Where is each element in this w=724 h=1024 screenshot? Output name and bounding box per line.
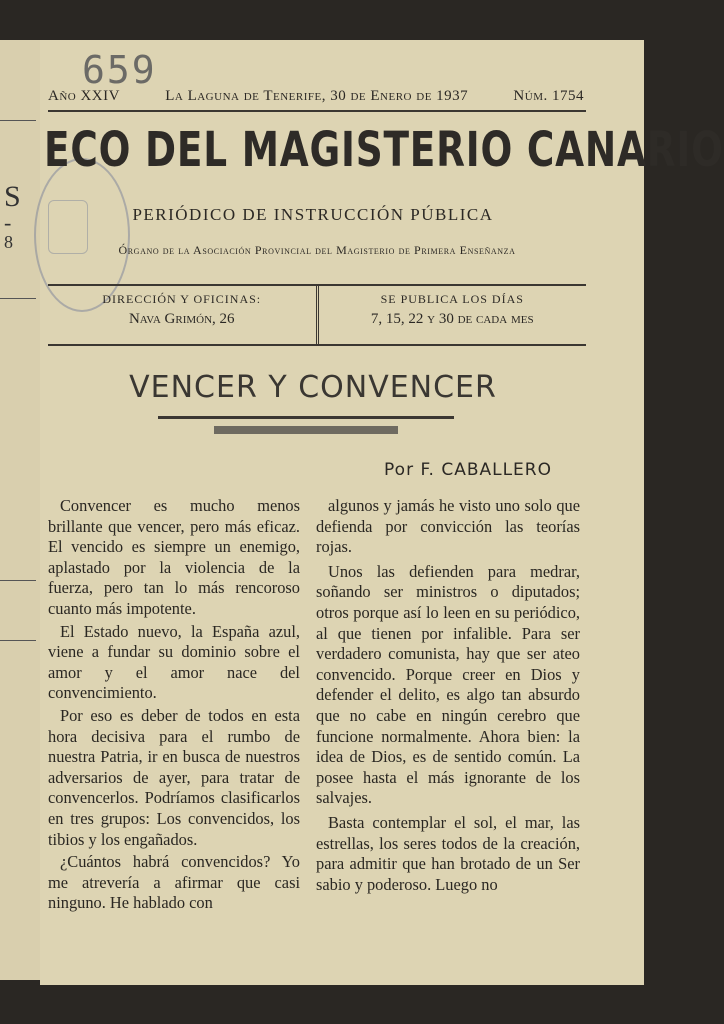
masthead-subtitle: PERIÓDICO DE INSTRUCCIÓN PÚBLICA bbox=[132, 205, 494, 224]
paragraph: Por eso es deber de todos en esta hora decisiva para el rumbo de nuestra Patria, ir en busca de nuestros adversarios de ayer, para tratar de convencerlos. Podríamos clasificarlos en tres grupos: Los convencidos, los tibios y los engañados. bbox=[48, 705, 300, 849]
dateline bbox=[48, 88, 584, 105]
masthead-title: ECO DEL MAGISTERIO CANARIO bbox=[44, 122, 724, 178]
paragraph: algunos y jamás he visto uno solo que defienda por convicción las teorías rojas. bbox=[316, 496, 580, 557]
schedule-value: 7, 15, 22 y 30 de cada mes bbox=[370, 311, 534, 327]
paragraph: Basta contemplar el sol, el mar, las estrellas, los seres todos de la creación, para admitir que han brotado de un Ser sabio y poderoso. Luego no bbox=[316, 812, 580, 894]
divider bbox=[48, 110, 586, 112]
issue-number: Núm. 1754 bbox=[513, 88, 584, 104]
address-value: Nava Grimón, 26 bbox=[128, 311, 235, 327]
newspaper-page bbox=[40, 40, 724, 985]
previous-page-edge bbox=[0, 40, 42, 980]
article-column-left bbox=[48, 496, 300, 914]
prev-page-fragment: 8 bbox=[4, 232, 13, 252]
article-title: VENCER Y CONVENCER bbox=[129, 370, 497, 405]
paragraph: Unos las defienden para medrar, soñando ser ministros o diputados; otros porque así lo leen en su periódico, al que tienen por infalible. Para ser verdadero comunista, hay que ser ateo convencido. Porque creer en Dios y defender el delito, es algo tan absurdo que no cabe en ningún cerebro que funcione normalmente. Ahora bien: la idea de Dios, es de sentido común. La posee hasta el más ignorante de los salvajes. bbox=[316, 561, 580, 808]
prev-page-fragment: S bbox=[4, 180, 21, 213]
handwritten-page-number: 659 bbox=[82, 48, 157, 92]
prev-page-fragment: - bbox=[4, 210, 12, 235]
year-label: Año XXIV bbox=[48, 88, 120, 104]
masthead-organo: Órgano de la Asociación Provincial del Magisterio de Primera Enseñanza bbox=[118, 243, 516, 257]
schedule-label: SE PUBLICA LOS DÍAS bbox=[380, 292, 524, 306]
title-rule bbox=[158, 416, 454, 419]
paragraph: ¿Cuántos habrá convencidos? Yo me atrevería a afirmar que casi ninguno. He hablado con bbox=[48, 852, 300, 913]
address-block bbox=[48, 286, 319, 344]
paragraph: Convencer es mucho menos brillante que vencer, pero más eficaz. El vencido es siempre un enemigo, aplastado por la violencia de la fuerza, pero tan lo más rencoroso cuanto más impotente. bbox=[48, 496, 300, 618]
article-byline: Por F. CABALLERO bbox=[384, 460, 552, 480]
title-ornament bbox=[214, 426, 398, 434]
paragraph: El Estado nuevo, la España azul, viene a fundar su dominio sobre el amor y el amor nace del convencimiento. bbox=[48, 621, 300, 703]
schedule-block bbox=[319, 286, 587, 344]
address-label: DIRECCIÓN Y OFICINAS: bbox=[102, 292, 262, 306]
article-column-right bbox=[316, 496, 580, 895]
place-date: La Laguna de Tenerife, 30 de Enero de 1937 bbox=[165, 88, 469, 104]
publication-info bbox=[48, 284, 586, 346]
